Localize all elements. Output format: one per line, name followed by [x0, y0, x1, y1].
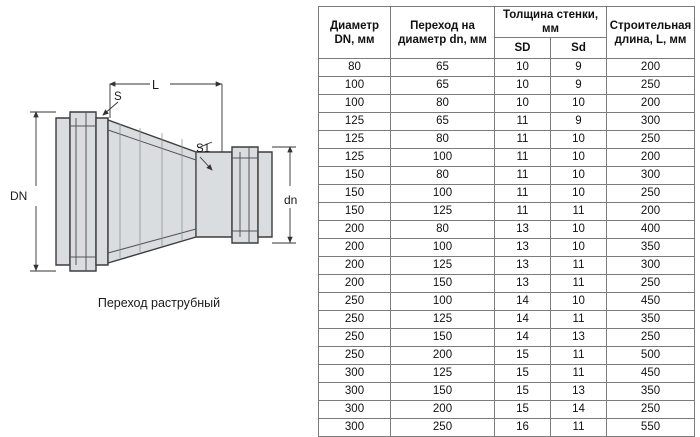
table-cell: 11 — [551, 347, 607, 365]
table-cell: 125 — [391, 365, 495, 383]
reducer-drawing — [0, 0, 318, 300]
table-cell: 300 — [319, 365, 391, 383]
table-row — [319, 59, 695, 77]
header-length-line1: Строительная — [609, 19, 692, 32]
table-cell: 11 — [495, 167, 551, 185]
table-row — [319, 383, 695, 401]
table-row — [319, 329, 695, 347]
table-row — [319, 167, 695, 185]
reducer-diagram — [0, 0, 318, 420]
table-cell: 200 — [319, 221, 391, 239]
table-cell: 10 — [495, 77, 551, 95]
table-cell: 250 — [607, 401, 695, 419]
header-dn-small-line1: Переход на — [410, 19, 475, 32]
header-dn-small — [391, 7, 495, 59]
table-cell: 125 — [391, 257, 495, 275]
header-length — [607, 7, 695, 59]
table-cell: 300 — [607, 113, 695, 131]
table-cell: 11 — [495, 113, 551, 131]
table-cell: 250 — [319, 329, 391, 347]
table-cell: 10 — [551, 221, 607, 239]
table-cell: 80 — [391, 167, 495, 185]
label-s1: S1 — [196, 143, 211, 155]
header-row-1 — [319, 7, 695, 38]
table-cell: 250 — [607, 329, 695, 347]
table-head — [319, 7, 695, 59]
table-cell: 9 — [551, 113, 607, 131]
table-cell: 250 — [319, 311, 391, 329]
table-cell: 200 — [607, 95, 695, 113]
table-cell: 10 — [551, 95, 607, 113]
table-cell: 10 — [495, 95, 551, 113]
spec-table-wrapper — [318, 6, 694, 437]
table-cell: 11 — [551, 419, 607, 437]
table-cell: 11 — [551, 365, 607, 383]
table-cell: 13 — [495, 257, 551, 275]
table-cell: 300 — [319, 419, 391, 437]
header-sd-small: Sd — [551, 38, 607, 59]
table-cell: 14 — [495, 329, 551, 347]
table-cell: 350 — [607, 383, 695, 401]
table-cell: 13 — [495, 221, 551, 239]
table-cell: 10 — [551, 185, 607, 203]
header-dn-line2: DN, мм — [334, 33, 375, 46]
table-cell: 10 — [551, 293, 607, 311]
table-row — [319, 257, 695, 275]
table-cell: 80 — [391, 95, 495, 113]
table-cell: 300 — [319, 401, 391, 419]
table-cell: 80 — [319, 59, 391, 77]
header-length-line2: длина, L, мм — [614, 33, 687, 46]
table-cell: 13 — [551, 383, 607, 401]
label-dn-left: DN — [10, 189, 28, 203]
table-cell: 100 — [391, 293, 495, 311]
table-cell: 250 — [607, 185, 695, 203]
table-cell: 100 — [319, 77, 391, 95]
table-cell: 14 — [551, 401, 607, 419]
table-cell: 200 — [607, 59, 695, 77]
table-cell: 16 — [495, 419, 551, 437]
table-row — [319, 365, 695, 383]
table-cell: 10 — [551, 131, 607, 149]
table-row — [319, 311, 695, 329]
table-row — [319, 275, 695, 293]
table-cell: 300 — [607, 257, 695, 275]
table-cell: 350 — [607, 311, 695, 329]
table-cell: 150 — [391, 383, 495, 401]
table-cell: 125 — [319, 149, 391, 167]
figure-caption: Переход раструбный — [97, 296, 221, 310]
header-dn-line1: Диаметр — [329, 19, 380, 32]
table-cell: 14 — [495, 293, 551, 311]
table-row — [319, 185, 695, 203]
table-cell: 125 — [319, 113, 391, 131]
table-cell: 200 — [319, 239, 391, 257]
table-cell: 11 — [551, 275, 607, 293]
table-cell: 500 — [607, 347, 695, 365]
spec-table — [318, 6, 695, 437]
table-cell: 10 — [551, 239, 607, 257]
table-row — [319, 131, 695, 149]
table-cell: 9 — [551, 59, 607, 77]
table-cell: 250 — [319, 293, 391, 311]
table-cell: 300 — [607, 167, 695, 185]
label-dn-right: dn — [284, 193, 298, 207]
table-row — [319, 401, 695, 419]
table-cell: 65 — [391, 59, 495, 77]
table-cell: 150 — [319, 167, 391, 185]
table-cell: 100 — [319, 95, 391, 113]
table-cell: 11 — [495, 185, 551, 203]
table-cell: 150 — [391, 329, 495, 347]
table-row — [319, 77, 695, 95]
table-row — [319, 239, 695, 257]
table-cell: 550 — [607, 419, 695, 437]
table-row — [319, 149, 695, 167]
table-body — [319, 59, 695, 437]
table-cell: 13 — [551, 329, 607, 347]
table-cell: 200 — [319, 257, 391, 275]
header-dn-small-line2: диаметр dn, мм — [398, 33, 487, 46]
table-cell: 100 — [391, 239, 495, 257]
table-row — [319, 203, 695, 221]
table-row — [319, 347, 695, 365]
table-cell: 13 — [495, 275, 551, 293]
table-cell: 11 — [551, 257, 607, 275]
table-cell: 11 — [495, 149, 551, 167]
table-cell: 250 — [319, 347, 391, 365]
table-cell: 9 — [551, 77, 607, 95]
table-cell: 150 — [319, 185, 391, 203]
table-cell: 15 — [495, 383, 551, 401]
table-cell: 125 — [391, 203, 495, 221]
table-cell: 80 — [391, 131, 495, 149]
table-cell: 100 — [391, 185, 495, 203]
table-row — [319, 419, 695, 437]
table-cell: 200 — [319, 275, 391, 293]
table-cell: 250 — [607, 77, 695, 95]
table-cell: 14 — [495, 311, 551, 329]
header-dn — [319, 7, 391, 59]
table-cell: 150 — [319, 203, 391, 221]
table-cell: 150 — [391, 275, 495, 293]
table-cell: 400 — [607, 221, 695, 239]
table-row — [319, 293, 695, 311]
table-cell: 11 — [551, 311, 607, 329]
table-cell: 15 — [495, 365, 551, 383]
table-cell: 100 — [391, 149, 495, 167]
table-cell: 10 — [551, 167, 607, 185]
table-cell: 250 — [391, 419, 495, 437]
table-cell: 450 — [607, 293, 695, 311]
table-cell: 11 — [551, 203, 607, 221]
table-cell: 15 — [495, 401, 551, 419]
table-cell: 250 — [607, 131, 695, 149]
label-s: S — [114, 91, 122, 103]
table-cell: 200 — [391, 401, 495, 419]
header-sd: SD — [495, 38, 551, 59]
table-cell: 450 — [607, 365, 695, 383]
table-row — [319, 113, 695, 131]
table-cell: 80 — [391, 221, 495, 239]
table-cell: 125 — [319, 131, 391, 149]
table-cell: 65 — [391, 113, 495, 131]
table-cell: 200 — [607, 149, 695, 167]
table-cell: 200 — [607, 203, 695, 221]
table-cell: 11 — [495, 203, 551, 221]
label-length: L — [152, 78, 159, 92]
table-cell: 10 — [551, 149, 607, 167]
table-row — [319, 95, 695, 113]
table-cell: 350 — [607, 239, 695, 257]
table-cell: 65 — [391, 77, 495, 95]
table-cell: 13 — [495, 239, 551, 257]
table-cell: 250 — [607, 275, 695, 293]
table-cell: 125 — [391, 311, 495, 329]
table-row — [319, 221, 695, 239]
table-cell: 300 — [319, 383, 391, 401]
header-wall-group: Толщина стенки, мм — [495, 7, 607, 38]
table-cell: 10 — [495, 59, 551, 77]
table-cell: 15 — [495, 347, 551, 365]
table-cell: 11 — [495, 131, 551, 149]
table-cell: 200 — [391, 347, 495, 365]
